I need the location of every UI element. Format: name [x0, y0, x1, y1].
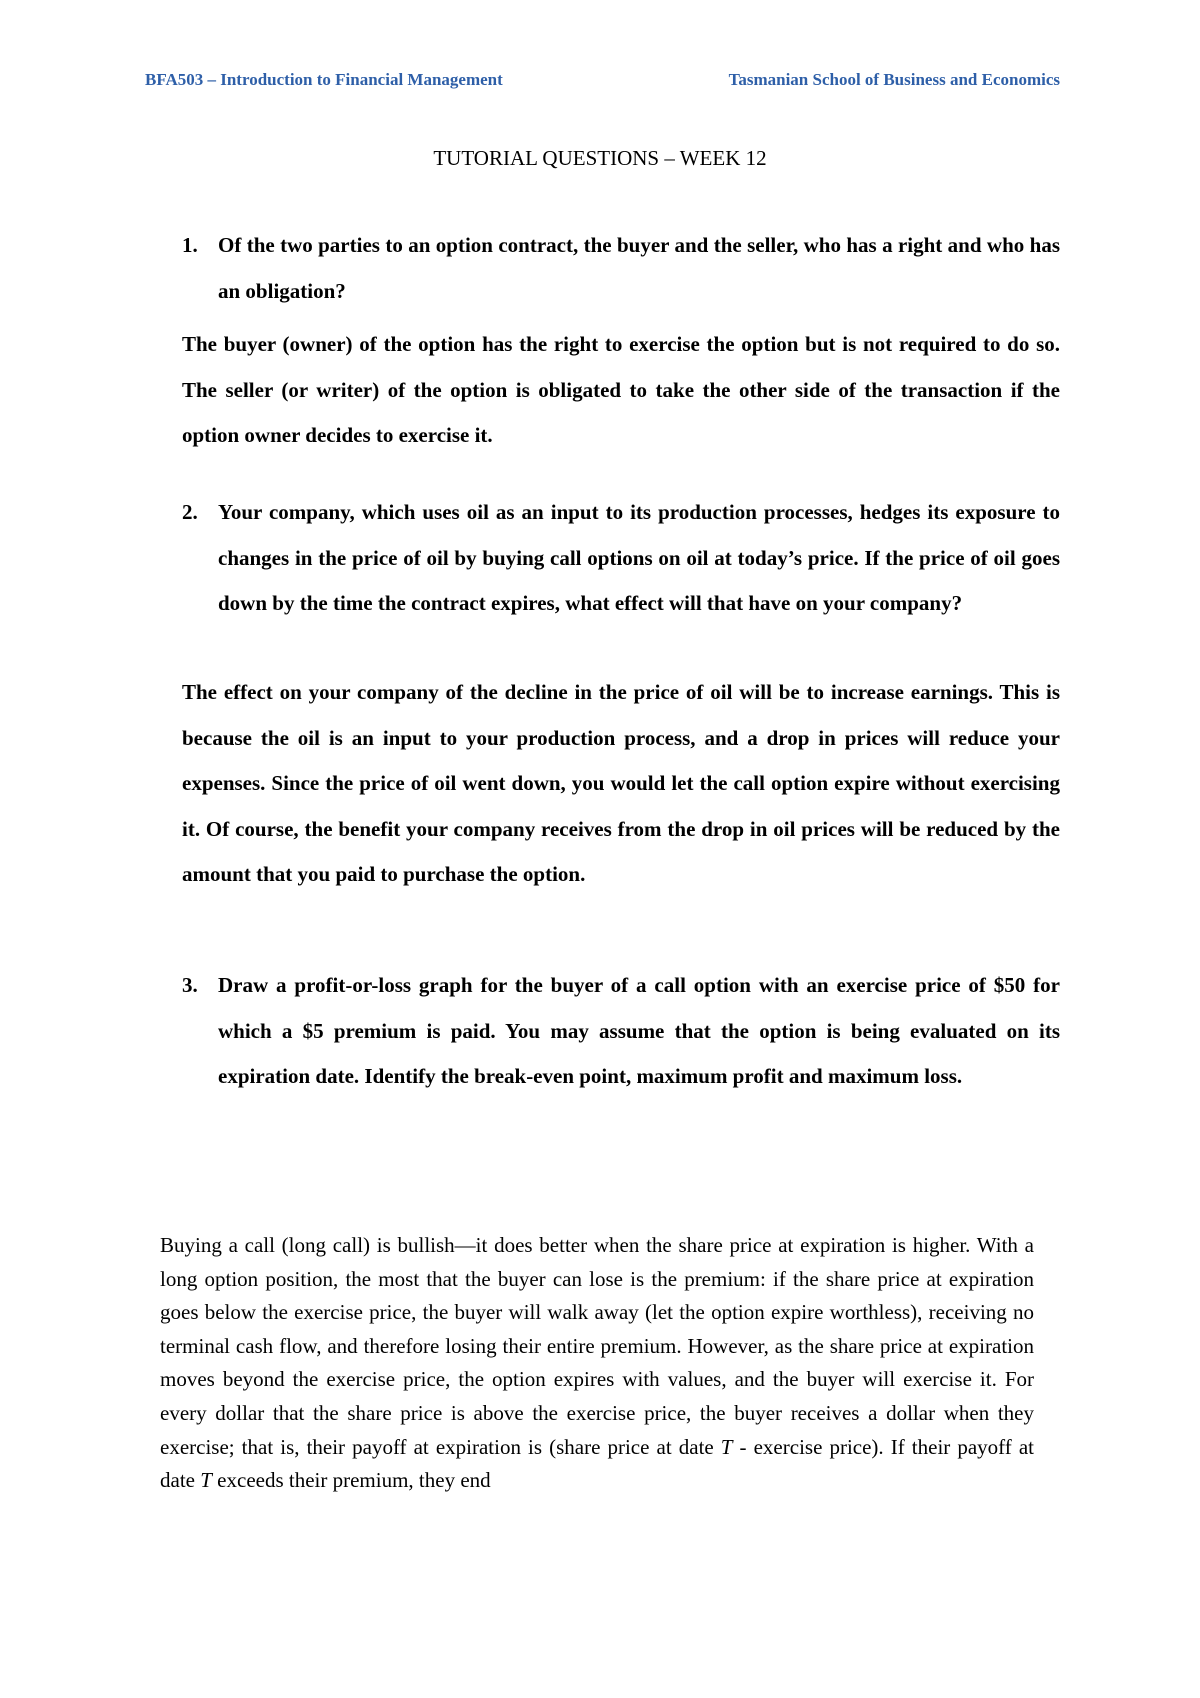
question-number: 1. [182, 233, 198, 257]
variable-t: T [200, 1468, 212, 1493]
school-name: Tasmanian School of Business and Economics [728, 70, 1060, 89]
question-1 [182, 223, 1060, 314]
answer-1: The buyer (owner) of the option has the right to exercise the option but is not required to do so. The seller (or writer) of the option is obligated to take the other side of the transaction if the option owner decides to exercise it. [182, 332, 1060, 448]
answer-3-text-part2: - exercise price). If their payoff at date [160, 1434, 1034, 1493]
question-number: 3. [182, 973, 198, 997]
page-title: TUTORIAL QUESTIONS – WEEK 12 [433, 146, 767, 170]
question-text: Draw a profit-or-loss graph for the buyer of a call option with an exercise price of $50 for which a $5 premium is paid. You may assume that the option is being evaluated on its expiration date. Identify the break-even point, maximum profit and maximum loss. [218, 973, 1060, 1089]
question-number: 2. [182, 500, 198, 524]
answer-3-text-part1: Buying a call (long call) is bullish—it does better when the share price at expiration is higher. With a long option position, the most that the buyer can lose is the premium: if the share price at expiration goes below the exercise price, the buyer will walk away (let the option expire worthless), receiving no terminal cash flow, and therefore losing their entire premium. However, as the share price at expiration moves beyond the exercise price, the option expires with values, and the buyer will exercise it. For every dollar that the share price is above the exercise price, the buyer receives a dollar when they exercise; that is, their payoff at expiration is (share price at date [160, 1233, 1034, 1459]
answer-3-paragraph [160, 1229, 1034, 1545]
variable-t: T [720, 1434, 733, 1459]
question-text: Your company, which uses oil as an input to its production processes, hedges its exposure to changes in the price of oil by buying call options on oil at today’s price. If the price of oil goes down by the time the contract expires, what effect will that have on your company? [218, 500, 1060, 616]
answer-3-text-part3: exceeds their premium, they end [211, 1468, 491, 1493]
page-header [145, 70, 1060, 96]
question-3 [182, 963, 1060, 1100]
course-title: BFA503 – Introduction to Financial Management [145, 70, 503, 89]
question-2 [182, 490, 1060, 627]
answer-2: The effect on your company of the decline in the price of oil will be to increase earnings. This is because the oil is an input to your production process, and a drop in prices will reduce your expenses. Since the price of oil went down, you would let the call option expire without exercising it. Of course, the benefit your company receives from the drop in oil prices will be reduced by the amount that you paid to purchase the option. [182, 680, 1060, 887]
question-text: Of the two parties to an option contract, the buyer and the seller, who has a right and who has an obligation? [218, 233, 1060, 303]
